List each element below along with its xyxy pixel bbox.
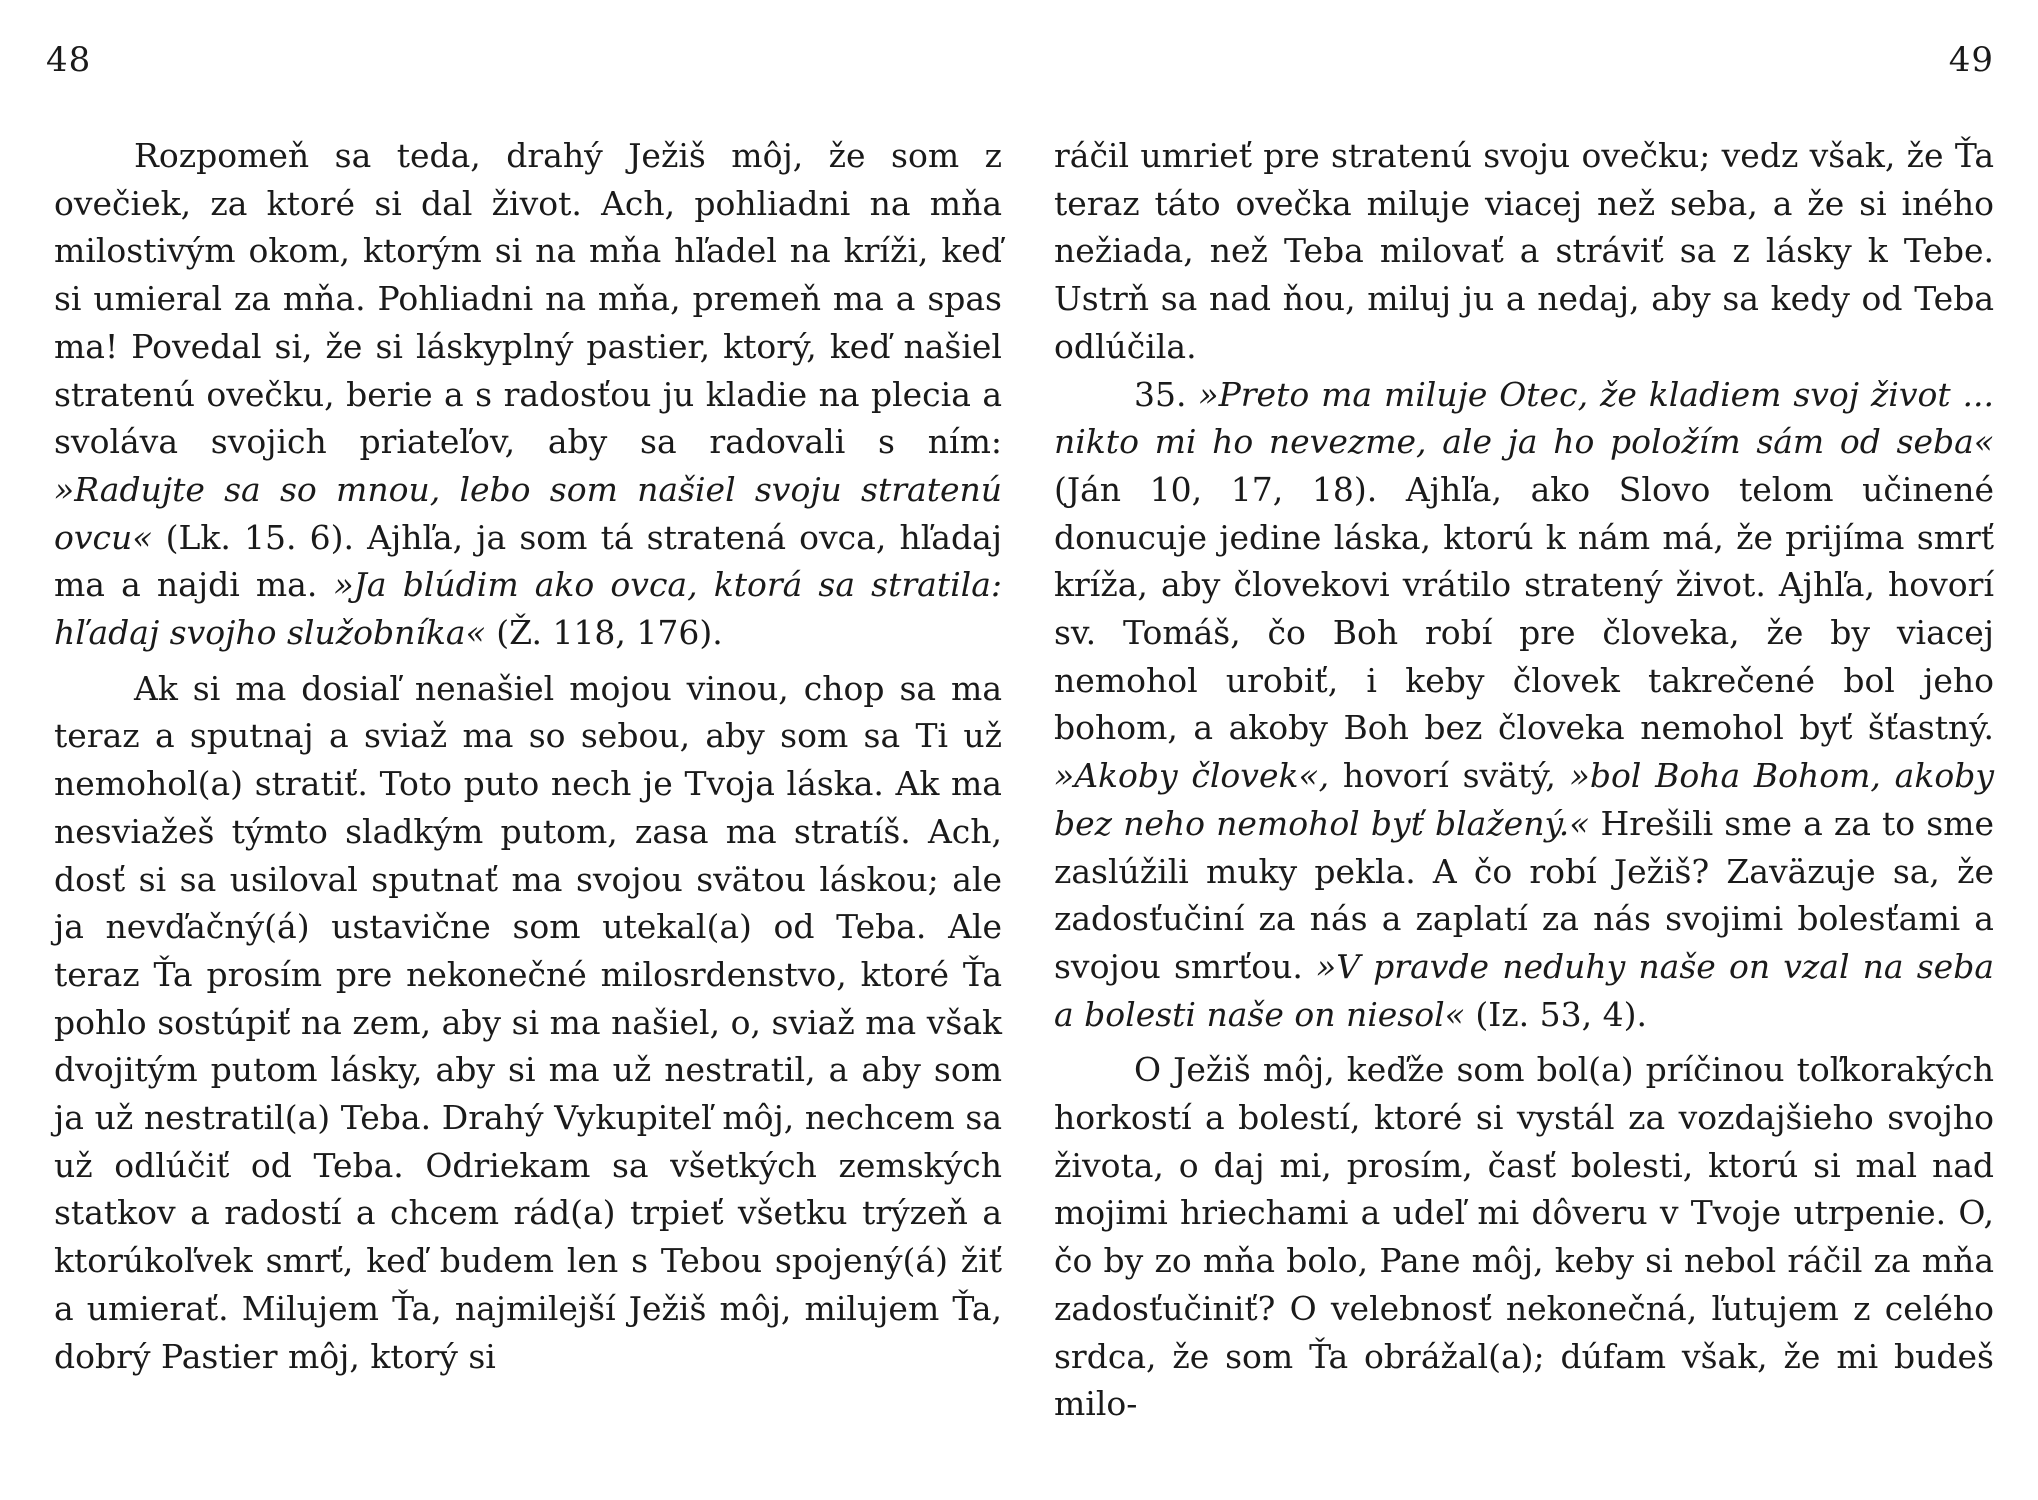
paragraph (1054, 371, 1994, 1039)
text-segment: Rozpomeň sa teda, drahý Ježiš môj, že som z ovečiek, za ktoré si dal život. Ach, pohliadni na mňa milostivým okom, ktorým si na mňa hľadel na kríži, keď si umieral za mňa. Pohliadni na mňa, premeň ma a spas ma! Povedal si, že si láskyplný pastier, ktorý, keď našiel stratenú ovečku, berie a s radosťou ju kladie na plecia a svoláva svojich priateľov, aby sa radovali s ním: (54, 136, 1002, 462)
text-segment: (Iz. 53, 4). (1464, 994, 1647, 1034)
left-page-number: 48 (46, 40, 92, 80)
text-segment: Hrešili sme a za to sme zaslúžili muky pekla. A čo robí Ježiš? Zaväzuje sa, že zadosťučiní za nás a zaplatí za nás svojimi bolesťami a svojou smrťou. (1054, 803, 1994, 986)
paragraph (1054, 1046, 1994, 1428)
text-segment: hovorí svätý, (1329, 756, 1570, 796)
paragraph (54, 132, 1002, 657)
text-segment: (Ž. 118, 176). (485, 613, 723, 653)
quote-italic: »V pravde neduhy naše on vzal na seba a bolesti naše on niesol« (1054, 946, 1995, 1034)
quote-italic: »Akoby človek«, (1054, 756, 1330, 796)
text-segment: O Ježiš môj, keďže som bol(a) príčinou toľkorakých horkostí a bolestí, ktoré si vystál za vozdajšieho svojho života, o daj mi, prosím, časť bolesti, ktorú si mal nad mojimi hriechami a udeľ mi dôveru v Tvoje utrpenie. O, čo by zo mňa bolo, Pane môj, keby si nebol ráčil za mňa zadosťučiniť? O velebnosť nekonečná, ľutujem z celého srdca, že som Ťa obrážal(a); dúfam však, že mi budeš milo- (1054, 1050, 1994, 1424)
text-segment: (Ján 10, 17, 18). Ajhľa, ako Slovo telom učinené donucuje jedine láska, ktorú k nám má, že prijíma smrť kríža, aby človekovi vrátilo stratený život. Ajhľa, hovorí sv. Tomáš, čo Boh robí pre človeka, že by viacej nemohol urobiť, i keby človek takrečené bol jeho bohom, a akoby Boh bez človeka nemohol byť šťastný. (1054, 469, 1994, 748)
quote-italic: »Preto ma miluje Otec, že kladiem svoj život ... nikto mi ho nevezme, ale ja ho položím sám od seba« (1054, 374, 1994, 462)
left-page-text (54, 132, 1002, 1380)
paragraph (1054, 132, 1994, 371)
paragraph (54, 665, 1002, 1381)
quote-italic: »bol Boha Bohom, akoby bez neho nemohol byť blažený.« (1054, 756, 1994, 843)
text-segment: ráčil umrieť pre stratenú svoju ovečku; vedz však, že Ťa teraz táto ovečka miluje viacej než seba, a že si iného nežiada, než Teba milovať a stráviť sa z lásky k Tebe. Ustrň sa nad ňou, miluj ju a nedaj, aby sa kedy od Teba odlúčila. (1054, 136, 1994, 366)
quote-italic: »Ja blúdim ako ovca, ktorá sa stratila: hľadaj svojho služobníka« (54, 565, 1002, 653)
right-page-number: 49 (1948, 40, 1994, 80)
text-segment: 35. (1134, 374, 1199, 414)
text-segment: (Lk. 15. 6). Ajhľa, ja som tá stratená ovca, hľadaj ma a najdi ma. (54, 517, 1002, 605)
text-segment: Ak si ma dosiaľ nenašiel mojou vinou, chop sa ma teraz a sputnaj a sviaž ma so sebou, aby som sa Ti už nemohol(a) stratiť. Toto puto nech je Tvoja láska. Ak ma nesviažeš týmto sladkým putom, zasa ma stratíš. Ach, dosť si sa usiloval sputnať ma svojou svätou láskou; ale ja nevďačný(á) ustavične som utekal(a) od Teba. Ale teraz Ťa prosím pre nekonečné milosrdenstvo, ktoré Ťa pohlo sostúpiť na zem, aby si ma našiel, o, sviaž ma však dvojitým putom lásky, aby si ma už nestratil, a aby som ja už nestratil(a) Teba. Drahý Vykupiteľ môj, nechcem sa už odlúčiť od Teba. Odriekam sa všetkých zemských statkov a radostí a chcem rád(a) trpieť všetku trýzeň a ktorúkoľvek smrť, keď budem len s Tebou spojený(á) žiť a umierať. Milujem Ťa, najmilejší Ježiš môj, milujem Ťa, dobrý Pastier môj, ktorý si (54, 668, 1002, 1376)
right-page-text (1054, 132, 1994, 1428)
quote-italic: »Radujte sa so mnou, lebo som našiel svoju stratenú ovcu« (54, 469, 1002, 557)
